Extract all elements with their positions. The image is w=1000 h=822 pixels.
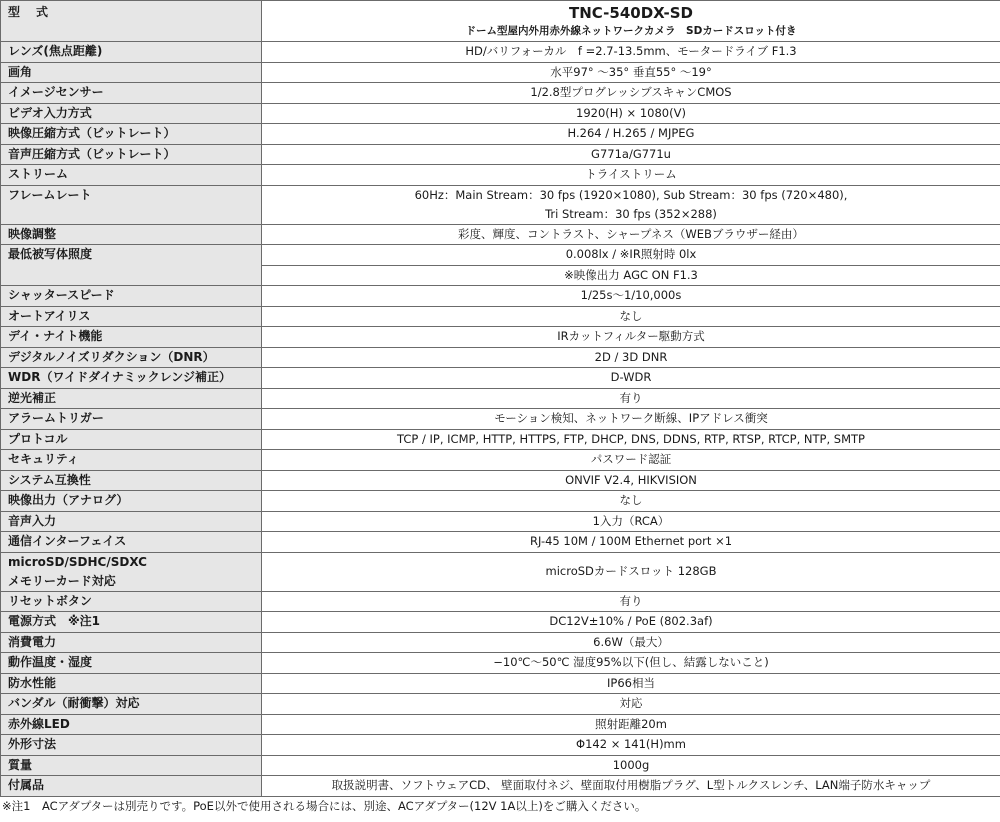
sd-label-line-1: microSD/SDHC/SDXC: [8, 554, 147, 569]
row-value: パスワード認証: [262, 450, 1000, 471]
row-label: 防水性能: [1, 673, 262, 694]
table-row: [1, 62, 1000, 83]
row-value: 有り: [262, 591, 1000, 612]
table-row: [1, 755, 1000, 776]
row-label: オートアイリス: [1, 306, 262, 327]
table-row: [1, 429, 1000, 450]
table-row: [1, 673, 1000, 694]
row-value: 1入力（RCA）: [262, 511, 1000, 532]
row-value: 対応: [262, 694, 1000, 715]
table-row: [1, 347, 1000, 368]
model-cell: [262, 1, 1000, 42]
frame-rate-line-2: Tri Stream：30 fps (352×288): [545, 206, 717, 221]
row-value: H.264 / H.265 / MJPEG: [262, 124, 1000, 145]
row-value: モーション検知、ネットワーク断線、IPアドレス衝突: [262, 409, 1000, 430]
row-value: 彩度、輝度、コントラスト、シャープネス（WEBブラウザー経由）: [262, 224, 1000, 245]
table-row: [1, 368, 1000, 389]
row-label: デイ・ナイト機能: [1, 327, 262, 348]
table-row: [1, 632, 1000, 653]
row-label: アラームトリガー: [1, 409, 262, 430]
table-row: [1, 409, 1000, 430]
row-label: 質量: [1, 755, 262, 776]
table-row: [1, 694, 1000, 715]
table-row: [1, 103, 1000, 124]
row-label: 音声圧縮方式（ビットレート）: [1, 144, 262, 165]
table-row: [1, 388, 1000, 409]
row-label: ビデオ入力方式: [1, 103, 262, 124]
row-value: IRカットフィルター駆動方式: [262, 327, 1000, 348]
row-label: WDR（ワイドダイナミックレンジ補正）: [1, 368, 262, 389]
row-value: IP66相当: [262, 673, 1000, 694]
row-label: デジタルノイズリダクション（DNR）: [1, 347, 262, 368]
row-label: ストリーム: [1, 165, 262, 186]
row-value: 6.6W（最大）: [262, 632, 1000, 653]
sd-label-line-2: メモリーカード対応: [8, 573, 116, 588]
row-value: D-WDR: [262, 368, 1000, 389]
model-name: TNC-540DX-SD: [569, 4, 693, 22]
row-value: 2D / 3D DNR: [262, 347, 1000, 368]
row-value: 取扱説明書、ソフトウェアCD、 壁面取付ネジ、壁面取付用樹脂プラグ、L型トルクスレンチ、LAN端子防水キャップ: [262, 776, 1000, 797]
row-value: RJ-45 10M / 100M Ethernet port ×1: [262, 532, 1000, 553]
row-value: 0.008lx / ※IR照射時 0lx: [262, 245, 1000, 266]
table-row: [1, 42, 1000, 63]
table-row: [1, 83, 1000, 104]
row-value: HD/バリフォーカル f =2.7-13.5mm、モータードライブ F1.3: [262, 42, 1000, 63]
table-row: [1, 450, 1000, 471]
table-row: [1, 224, 1000, 245]
row-label: 逆光補正: [1, 388, 262, 409]
table-row: [1, 306, 1000, 327]
row-label: フレームレート: [1, 185, 262, 224]
row-label-model: 型 式: [1, 1, 262, 42]
row-label: プロトコル: [1, 429, 262, 450]
row-value: ※映像出力 AGC ON F1.3: [262, 265, 1000, 286]
row-label: シャッタースピード: [1, 286, 262, 307]
row-value: 1000g: [262, 755, 1000, 776]
table-row: [1, 552, 1000, 591]
table-row: [1, 470, 1000, 491]
row-value: [262, 185, 1000, 224]
row-label: 音声入力: [1, 511, 262, 532]
row-value: 照射距離20m: [262, 714, 1000, 735]
table-row: [1, 491, 1000, 512]
row-label: 通信インターフェイス: [1, 532, 262, 553]
table-row: [1, 124, 1000, 145]
table-row: [1, 245, 1000, 266]
footnote: ※注1 ACアダプターは別売りです。PoE以外で使用される場合には、別途、ACアダプター(12V 1A以上)をご購入ください。: [2, 798, 647, 813]
frame-rate-line-1: 60Hz：Main Stream：30 fps (1920×1080), Sub Stream：30 fps (720×480),: [414, 187, 848, 202]
row-label: 赤外線LED: [1, 714, 262, 735]
row-label: リセットボタン: [1, 591, 262, 612]
table-row: [1, 653, 1000, 674]
table-row: [1, 612, 1000, 633]
table-row: [1, 776, 1000, 797]
table-row: [1, 511, 1000, 532]
row-value: 有り: [262, 388, 1000, 409]
row-label: 消費電力: [1, 632, 262, 653]
row-value: Φ142 × 141(H)mm: [262, 735, 1000, 756]
row-value: TCP / IP, ICMP, HTTP, HTTPS, FTP, DHCP, DNS, DDNS, RTP, RTSP, RTCP, NTP, SMTP: [262, 429, 1000, 450]
row-value: DC12V±10% / PoE (802.3af): [262, 612, 1000, 633]
row-value: なし: [262, 306, 1000, 327]
table-row: [1, 591, 1000, 612]
table-row: [1, 532, 1000, 553]
table-row: [1, 1, 1000, 42]
row-label: 最低被写体照度: [1, 245, 262, 286]
table-row: [1, 165, 1000, 186]
table-row: [1, 185, 1000, 224]
row-value: 1/25s～1/10,000s: [262, 286, 1000, 307]
table-row: [1, 144, 1000, 165]
row-value: 1/2.8型プログレッシブスキャンCMOS: [262, 83, 1000, 104]
row-value: −10℃～50℃ 湿度95%以下(但し、結露しないこと): [262, 653, 1000, 674]
row-label: [1, 552, 262, 591]
row-label: イメージセンサー: [1, 83, 262, 104]
row-label: 電源方式 ※注1: [1, 612, 262, 633]
row-label: レンズ(焦点距離): [1, 42, 262, 63]
row-label: 付属品: [1, 776, 262, 797]
row-label: 映像出力（アナログ）: [1, 491, 262, 512]
row-label: 画角: [1, 62, 262, 83]
row-label: 映像調整: [1, 224, 262, 245]
row-label: 外形寸法: [1, 735, 262, 756]
row-value: 水平97° ～35° 垂直55° ～19°: [262, 62, 1000, 83]
row-value: G771a/G771u: [262, 144, 1000, 165]
model-description: ドーム型屋内外用赤外線ネットワークカメラ SDカードスロット付き: [465, 25, 797, 37]
table-row: [1, 327, 1000, 348]
row-label: セキュリティ: [1, 450, 262, 471]
row-value: なし: [262, 491, 1000, 512]
row-value: 1920(H) × 1080(V): [262, 103, 1000, 124]
row-label: 映像圧縮方式（ビットレート）: [1, 124, 262, 145]
table-row: [1, 735, 1000, 756]
table-row: [1, 714, 1000, 735]
row-value: トライストリーム: [262, 165, 1000, 186]
row-label: システム互換性: [1, 470, 262, 491]
row-value: ONVIF V2.4, HIKVISION: [262, 470, 1000, 491]
table-row: [1, 286, 1000, 307]
row-label: バンダル（耐衝撃）対応: [1, 694, 262, 715]
row-label: 動作温度・湿度: [1, 653, 262, 674]
row-value: microSDカードスロット 128GB: [262, 552, 1000, 591]
